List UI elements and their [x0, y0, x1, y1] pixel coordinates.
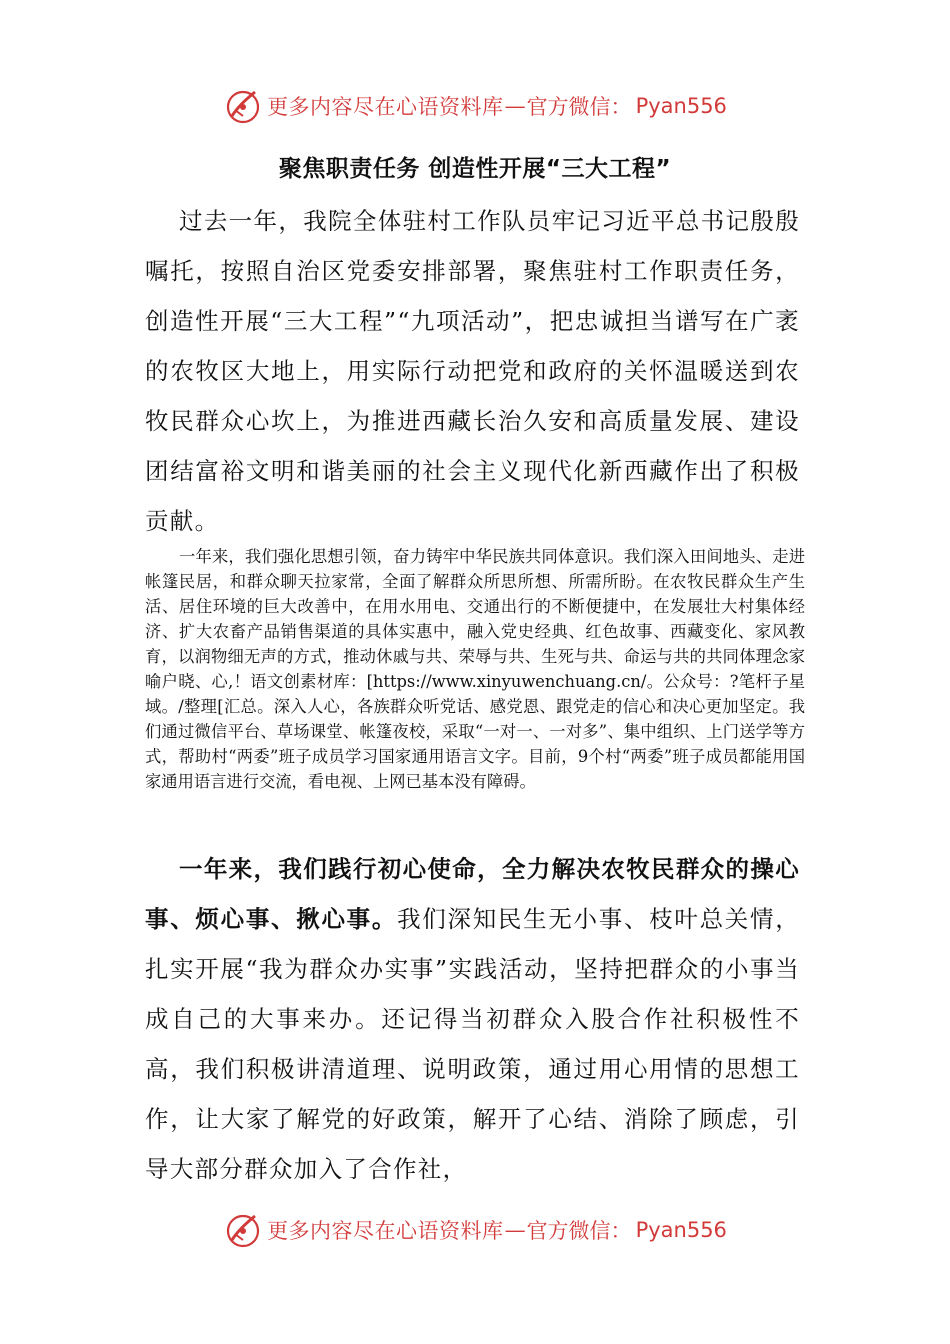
watermark-text: 更多内容尽在心语资料库 [267, 95, 504, 119]
watermark-text: 更多内容尽在心语资料库 [267, 1219, 504, 1243]
watermark-wechat-label: 官方微信： [526, 95, 632, 119]
paragraph-mission-lead: 一年来，我们践行初心使命，全力解决农牧民群众的操心事、烦心事、揪心事。 [145, 855, 800, 933]
paragraph-intro: 过去一年，我院全体驻村工作队员牢记习近平总书记殷殷嘱托，按照自治区党委安排部署，聚焦驻村工作职责任务，创造性开展“三大工程”“九项活动”，把忠诚担当谱写在广袤的农牧区大地上，用实际行动把党和政府的关怀温暖送到农牧民群众心坎上，为推进西藏长治久安和高质量发展、建设团结富裕文明和谐美丽的社会主义现代化新西藏作出了积极贡献。 [145, 207, 800, 535]
footer-watermark [0, 1208, 950, 1252]
header-watermark [0, 84, 950, 128]
paragraph-ideology: 一年来，我们强化思想引领，奋力铸牢中华民族共同体意识。我们深入田间地头、走进帐篷民居，和群众聊天拉家常，全面了解群众所思所想、所需所盼。在农牧民群众生产生活、居住环境的巨大改善中，在用水用电、交通出行的不断便捷中，在发展壮大村集体经济、扩大农畜产品销售渠道的具体实惠中，融入党史经典、红色故事、西藏变化、家风教育，以润物细无声的方式，推动休戚与共、荣辱与共、生死与共、命运与共的共同体理念家喻户晓、心,！语文创素材库：[https://www.xinyuwenchuang.cn/。公众号：?笔杆子星域。/整理[汇总。深入人心，各族群众听党话、感党恩、跟党走的信心和决心更加坚定。我们通过微信平台、草场课堂、帐篷夜校，采取“一对一、一对多”、集中组织、上门送学等方式，帮助村“两委”班子成员学习国家通用语言文字。目前，9个村“两委”班子成员都能用国家通用语言进行交流，看电视、上网已基本没有障碍。 [145, 547, 805, 791]
watermark-separator: — [504, 94, 526, 118]
pen-logo-icon [223, 86, 263, 126]
watermark-wechat-id: Pyan556 [635, 94, 727, 118]
watermark-wechat-id: Pyan556 [635, 1218, 727, 1242]
paragraph-mission-body: 我们深知民生无小事、枝叶总关情，扎实开展“我为群众办实事”实践活动，坚持把群众的小事当成自己的大事来办。还记得当初群众入股合作社积极性不高，我们积极讲清道理、说明政策，通过用心用情的思想工作，让大家了解党的好政策，解开了心结、消除了顾虑，引导大部分群众加入了合作社， [145, 905, 800, 1183]
watermark-separator: — [504, 1218, 526, 1242]
watermark-wechat-label: 官方微信： [526, 1219, 632, 1243]
paragraph-mission [145, 844, 800, 1194]
document-title: 聚焦职责任务 创造性开展“三大工程” [278, 156, 672, 182]
pen-logo-icon [223, 1210, 263, 1250]
